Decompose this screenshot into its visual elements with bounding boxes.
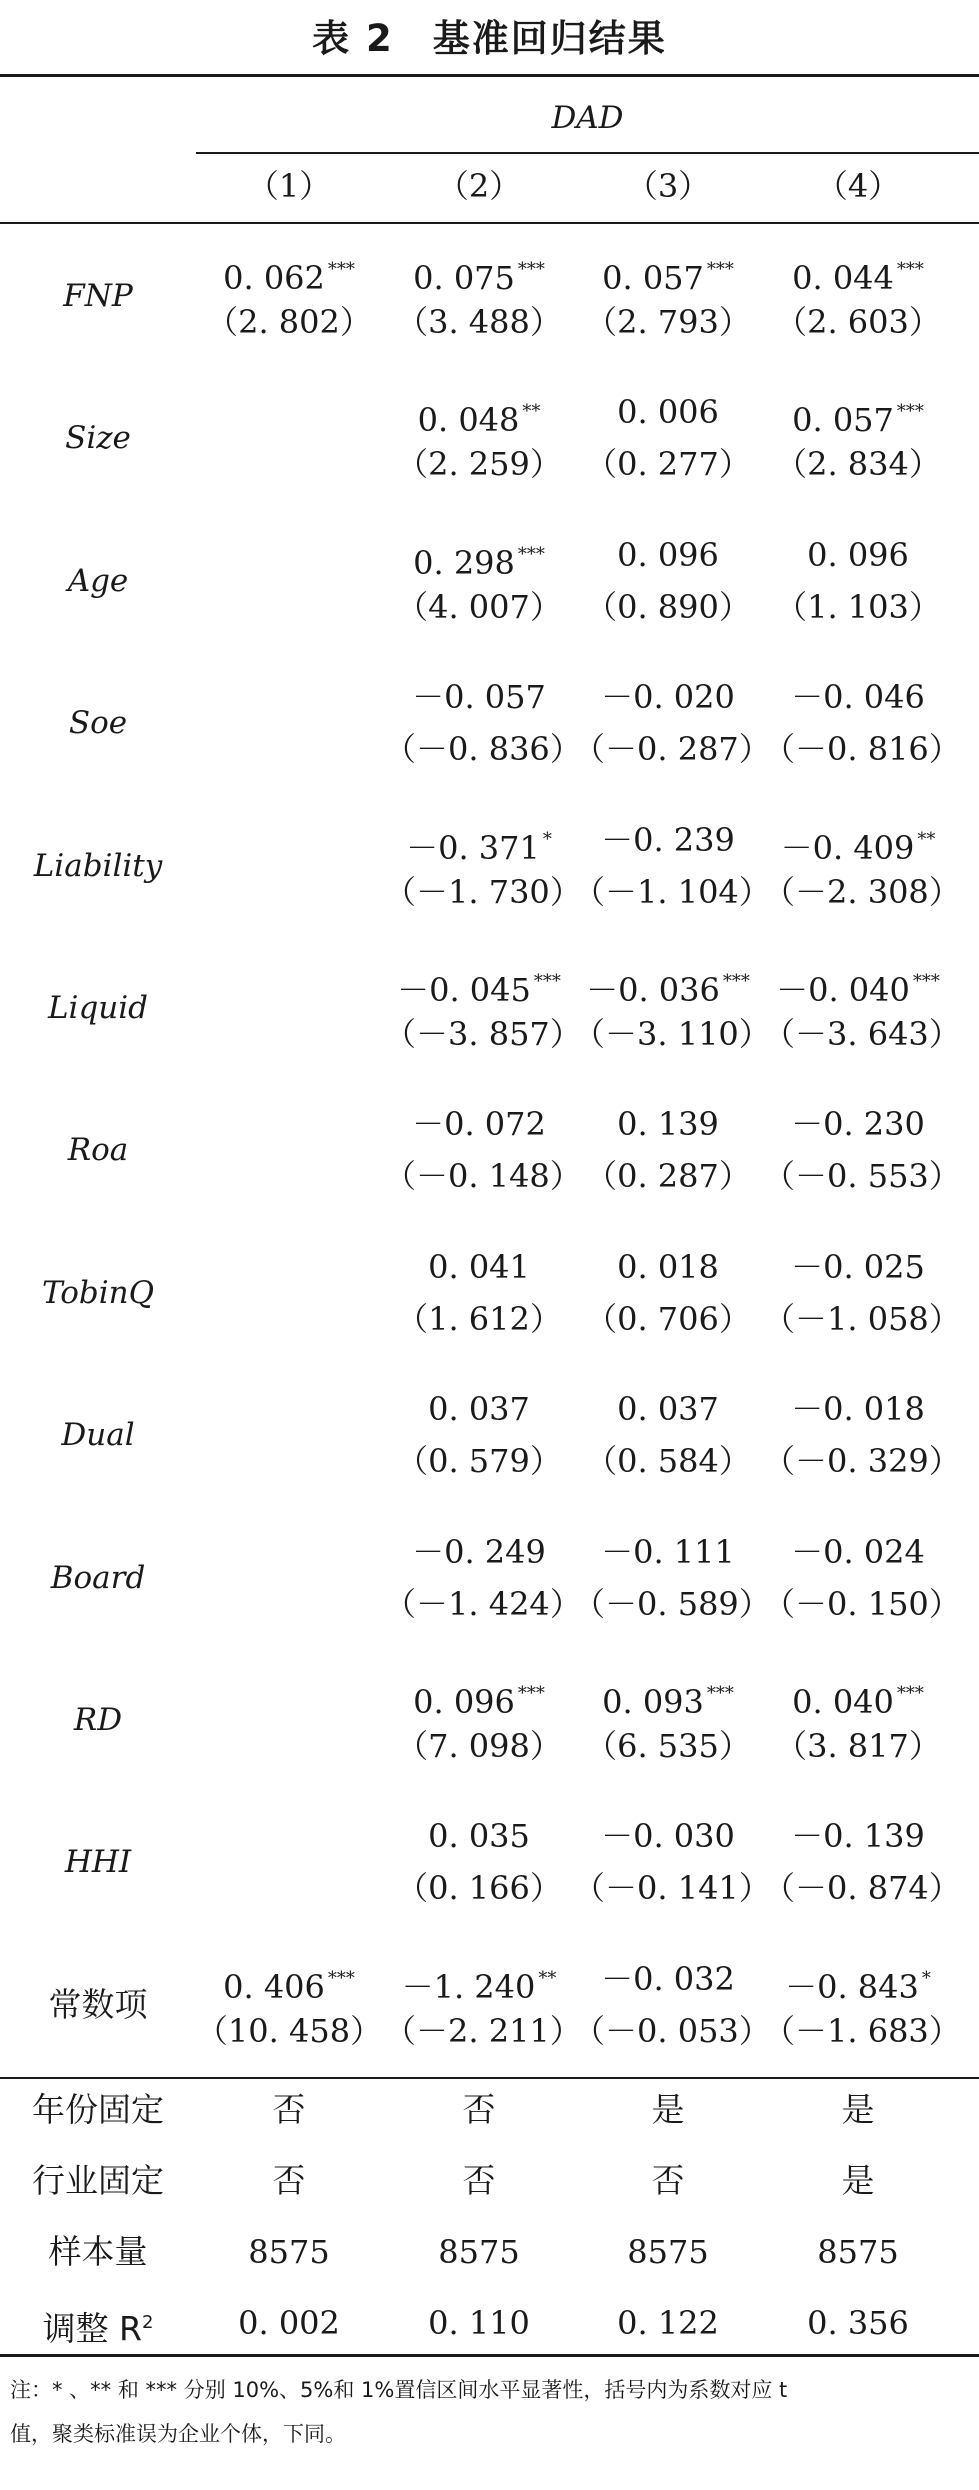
coef-text: －0. 018 [791, 1390, 925, 1429]
dependent-variable-label: DAD [551, 100, 624, 136]
column-header-1: （1） [246, 167, 332, 205]
t-statistic: （0. 584） [585, 1442, 751, 1481]
t-statistic: （10. 458） [195, 2011, 383, 2050]
significance-stars: *** [706, 259, 734, 280]
row-label: HHI [64, 1844, 132, 1881]
footer-row-label [0, 2161, 196, 2201]
coef-text: －0. 843 [785, 1967, 919, 2006]
coefficient-value [763, 1816, 953, 1856]
coefficient-value [573, 1816, 763, 1856]
significance-stars: * [921, 1967, 931, 1989]
coefficient-value [384, 962, 574, 1010]
coef-text: 0. 041 [428, 1247, 530, 1286]
coefficient-value [573, 1247, 763, 1287]
row-label: Board [50, 1559, 146, 1596]
header-bottom-rule [0, 222, 979, 224]
coefficient-value [384, 1389, 574, 1429]
coefficient-value [384, 1959, 574, 2007]
note-line-1: 注：* 、** 和 *** 分别 10%、5%和 1%置信区间水平显著性，括号内为系数对应 t [10, 2378, 788, 2402]
t-statistic: （3. 817） [775, 1727, 941, 1765]
coefficient-value [763, 1532, 953, 1572]
coef-text: 0. 096 [617, 535, 719, 574]
coefficient-value [194, 250, 384, 298]
t-statistic: （2. 603） [775, 303, 941, 341]
footer-row-label [0, 2232, 196, 2272]
coef-text: －0. 230 [791, 1105, 925, 1144]
coef-text: －0. 139 [791, 1817, 925, 1856]
coef-text: 0. 096 [413, 1683, 515, 1721]
coef-text: －0. 249 [412, 1532, 546, 1571]
row-label: Dual [61, 1417, 135, 1454]
row-label: Roa [67, 1132, 129, 1169]
t-statistic: （0. 277） [585, 445, 751, 484]
coef-text: 0. 040 [792, 1683, 894, 1721]
coef-text: －0. 045 [397, 971, 531, 1009]
coefficient-value [573, 1389, 763, 1429]
footer-cell: 8575 [438, 2233, 520, 2271]
t-statistic: （3. 488） [396, 303, 562, 341]
coef-text: －0. 024 [791, 1532, 925, 1571]
coefficient-value [384, 820, 574, 868]
coef-text: 0. 062 [223, 259, 325, 297]
bottom-rule [0, 2354, 979, 2357]
coefficient-value [384, 1532, 574, 1572]
coefficient-value [384, 1674, 574, 1722]
footer-cell: 8575 [627, 2233, 709, 2271]
t-statistic: （－1. 424） [384, 1584, 582, 1623]
t-statistic: （－0. 816） [763, 730, 961, 769]
coefficient-value [763, 392, 953, 440]
top-rule [0, 74, 979, 77]
row-label: Liquid [47, 990, 149, 1026]
t-statistic: （2. 793） [585, 303, 751, 341]
coef-text: －0. 239 [601, 820, 735, 859]
coefficient-value [763, 1389, 953, 1429]
coef-text: 0. 139 [617, 1105, 719, 1144]
column-header-4: （4） [815, 167, 901, 205]
coef-text: 0. 037 [617, 1390, 719, 1429]
footer-cell: 8575 [248, 2233, 330, 2271]
t-statistic: （2. 834） [775, 445, 941, 484]
significance-stars: ** [538, 1967, 557, 1989]
table-note [10, 2368, 970, 2456]
t-statistic: （－0. 150） [763, 1584, 961, 1623]
footer-cell: 是 [841, 2161, 875, 2200]
t-statistic: （－0. 329） [763, 1442, 961, 1481]
row-label: TobinQ [41, 1274, 155, 1311]
coef-text: －0. 371 [406, 828, 540, 867]
footer-label-text: 年份固定 [32, 2090, 164, 2129]
t-statistic: （2. 802） [206, 303, 372, 341]
t-statistic: （2. 259） [396, 445, 562, 484]
significance-stars: *** [722, 971, 750, 992]
coef-text: －0. 409 [780, 828, 915, 867]
coefficient-value [763, 1104, 953, 1144]
t-statistic: （0. 890） [585, 587, 751, 626]
coefficient-value [573, 1104, 763, 1144]
t-statistic: （0. 579） [396, 1442, 562, 1481]
significance-stars: *** [517, 259, 545, 280]
significance-stars: *** [517, 1683, 545, 1704]
footer-cell: 0. 002 [238, 2304, 340, 2342]
coefficient-value [384, 535, 574, 583]
t-statistic: （－0. 589） [573, 1584, 771, 1623]
coef-text: 0. 093 [602, 1683, 704, 1721]
t-statistic: （－2. 308） [763, 872, 961, 911]
coefficient-value [573, 1959, 763, 1999]
coefficient-value [763, 677, 953, 717]
coef-text: －0. 040 [776, 971, 910, 1009]
significance-stars: *** [533, 971, 561, 992]
note-line-2: 值，聚类标准误为企业个体，下同。 [10, 2422, 346, 2446]
coef-text: 0. 048 [417, 401, 520, 440]
coefficient-value [194, 1959, 384, 2007]
significance-stars: *** [912, 971, 940, 992]
coefficient-value [384, 392, 574, 440]
footer-row-label [0, 2090, 196, 2130]
coefficient-value [573, 677, 763, 717]
t-statistic: （－0. 836） [384, 730, 582, 769]
coefficient-value [384, 677, 574, 717]
coef-text: －0. 111 [601, 1532, 735, 1571]
coef-text: 0. 018 [617, 1247, 719, 1286]
coef-text: －0. 072 [412, 1105, 546, 1144]
t-statistic: （－1. 730） [384, 872, 582, 911]
t-statistic: （1. 103） [775, 587, 941, 626]
row-label: Size [65, 420, 131, 457]
coefficient-value [384, 1816, 574, 1856]
t-statistic: （－0. 874） [763, 1869, 961, 1908]
coef-text: 0. 044 [792, 259, 894, 297]
t-statistic: （－0. 148） [384, 1157, 582, 1196]
coef-text: －0. 030 [601, 1817, 735, 1856]
footer-cell: 是 [651, 2090, 685, 2129]
significance-stars: *** [327, 259, 355, 280]
coefficient-value [763, 820, 953, 868]
coef-text: －0. 032 [601, 1959, 735, 1998]
coef-text: 0. 406 [223, 1967, 325, 2006]
significance-stars: *** [896, 259, 924, 280]
footer-cell: 否 [462, 2090, 496, 2129]
coef-text: －0. 036 [586, 971, 720, 1009]
significance-stars: ** [522, 401, 541, 423]
coef-text: －1. 240 [401, 1967, 536, 2006]
footer-cell: 0. 356 [807, 2304, 909, 2342]
coef-text: 0. 298 [413, 543, 515, 582]
coefficient-value [763, 962, 953, 1010]
column-header-3: （3） [625, 167, 711, 205]
significance-stars: *** [517, 543, 545, 565]
footer-cell: 否 [272, 2161, 306, 2200]
footer-label-text: 行业固定 [32, 2161, 164, 2200]
coef-text: －0. 057 [412, 678, 546, 717]
significance-stars: * [542, 828, 552, 850]
coef-text: 0. 075 [413, 259, 515, 297]
coefficient-value [384, 1247, 574, 1287]
t-statistic: （0. 166） [396, 1869, 562, 1908]
footer-cell: 否 [651, 2161, 685, 2200]
t-statistic: （－3. 110） [573, 1015, 771, 1053]
significance-stars: ** [917, 828, 936, 850]
significance-stars: *** [896, 401, 924, 423]
coef-text: 0. 057 [602, 259, 704, 297]
footer-cell: 8575 [817, 2233, 899, 2271]
coefficient-value [573, 820, 763, 860]
coefficient-value [573, 1532, 763, 1572]
coefficient-value [573, 962, 763, 1010]
footer-label-text: 调整 R [42, 2309, 142, 2348]
t-statistic: （－1. 104） [573, 872, 771, 911]
t-statistic: （6. 535） [585, 1727, 751, 1765]
row-label: FNP [63, 278, 133, 314]
superscript: 2 [141, 2312, 154, 2333]
coefficient-value [384, 250, 574, 298]
coef-text: －0. 046 [791, 678, 925, 717]
coef-text: －0. 020 [601, 678, 735, 717]
coef-text: 0. 096 [807, 535, 909, 574]
footer-cell: 0. 122 [617, 2304, 719, 2342]
row-label: RD [73, 1702, 123, 1738]
t-statistic: （－0. 287） [573, 730, 771, 769]
t-statistic: （－0. 053） [573, 2011, 771, 2050]
footer-cell: 否 [462, 2161, 496, 2200]
t-statistic: （－1. 683） [763, 2011, 961, 2050]
t-statistic: （－1. 058） [763, 1299, 961, 1338]
coefficient-value [573, 1674, 763, 1722]
header-sub-rule [196, 152, 979, 154]
coefficient-value [763, 1674, 953, 1722]
coefficient-value [573, 392, 763, 432]
footer-cell: 0. 110 [428, 2304, 530, 2342]
footer-cell: 否 [272, 2090, 306, 2129]
t-statistic: （0. 706） [585, 1299, 751, 1338]
coefficient-value [573, 535, 763, 575]
footer-cell: 是 [841, 2090, 875, 2129]
row-label: Liability [33, 847, 163, 884]
row-label: 常数项 [48, 1984, 148, 2024]
t-statistic: （－0. 553） [763, 1157, 961, 1196]
coef-text: 0. 006 [617, 393, 719, 432]
t-statistic: （1. 612） [396, 1299, 562, 1338]
t-statistic: （－3. 643） [763, 1015, 961, 1053]
significance-stars: *** [706, 1683, 734, 1704]
body-bottom-rule [0, 2077, 979, 2079]
row-label: Age [67, 562, 129, 599]
coefficient-value [763, 535, 953, 575]
footer-row-label [0, 2303, 196, 2349]
coefficient-value [763, 1247, 953, 1287]
coefficient-value [763, 250, 953, 298]
t-statistic: （－2. 211） [384, 2011, 582, 2050]
coef-text: －0. 025 [791, 1247, 925, 1286]
coef-text: 0. 037 [428, 1390, 530, 1429]
column-header-2: （2） [436, 167, 522, 205]
footer-label-text: 样本量 [48, 2232, 148, 2271]
t-statistic: （0. 287） [585, 1157, 751, 1196]
t-statistic: （7. 098） [396, 1727, 562, 1765]
coefficient-value [384, 1104, 574, 1144]
significance-stars: *** [327, 1967, 355, 1989]
coefficient-value [573, 250, 763, 298]
coefficient-value [763, 1959, 953, 2007]
table-title: 表 2 基准回归结果 [312, 17, 667, 60]
t-statistic: （－0. 141） [573, 1869, 771, 1908]
t-statistic: （－3. 857） [384, 1015, 582, 1053]
t-statistic: （4. 007） [396, 587, 562, 626]
coef-text: 0. 057 [792, 401, 894, 440]
significance-stars: *** [896, 1683, 924, 1704]
coef-text: 0. 035 [428, 1817, 530, 1856]
row-label: Soe [68, 705, 128, 742]
